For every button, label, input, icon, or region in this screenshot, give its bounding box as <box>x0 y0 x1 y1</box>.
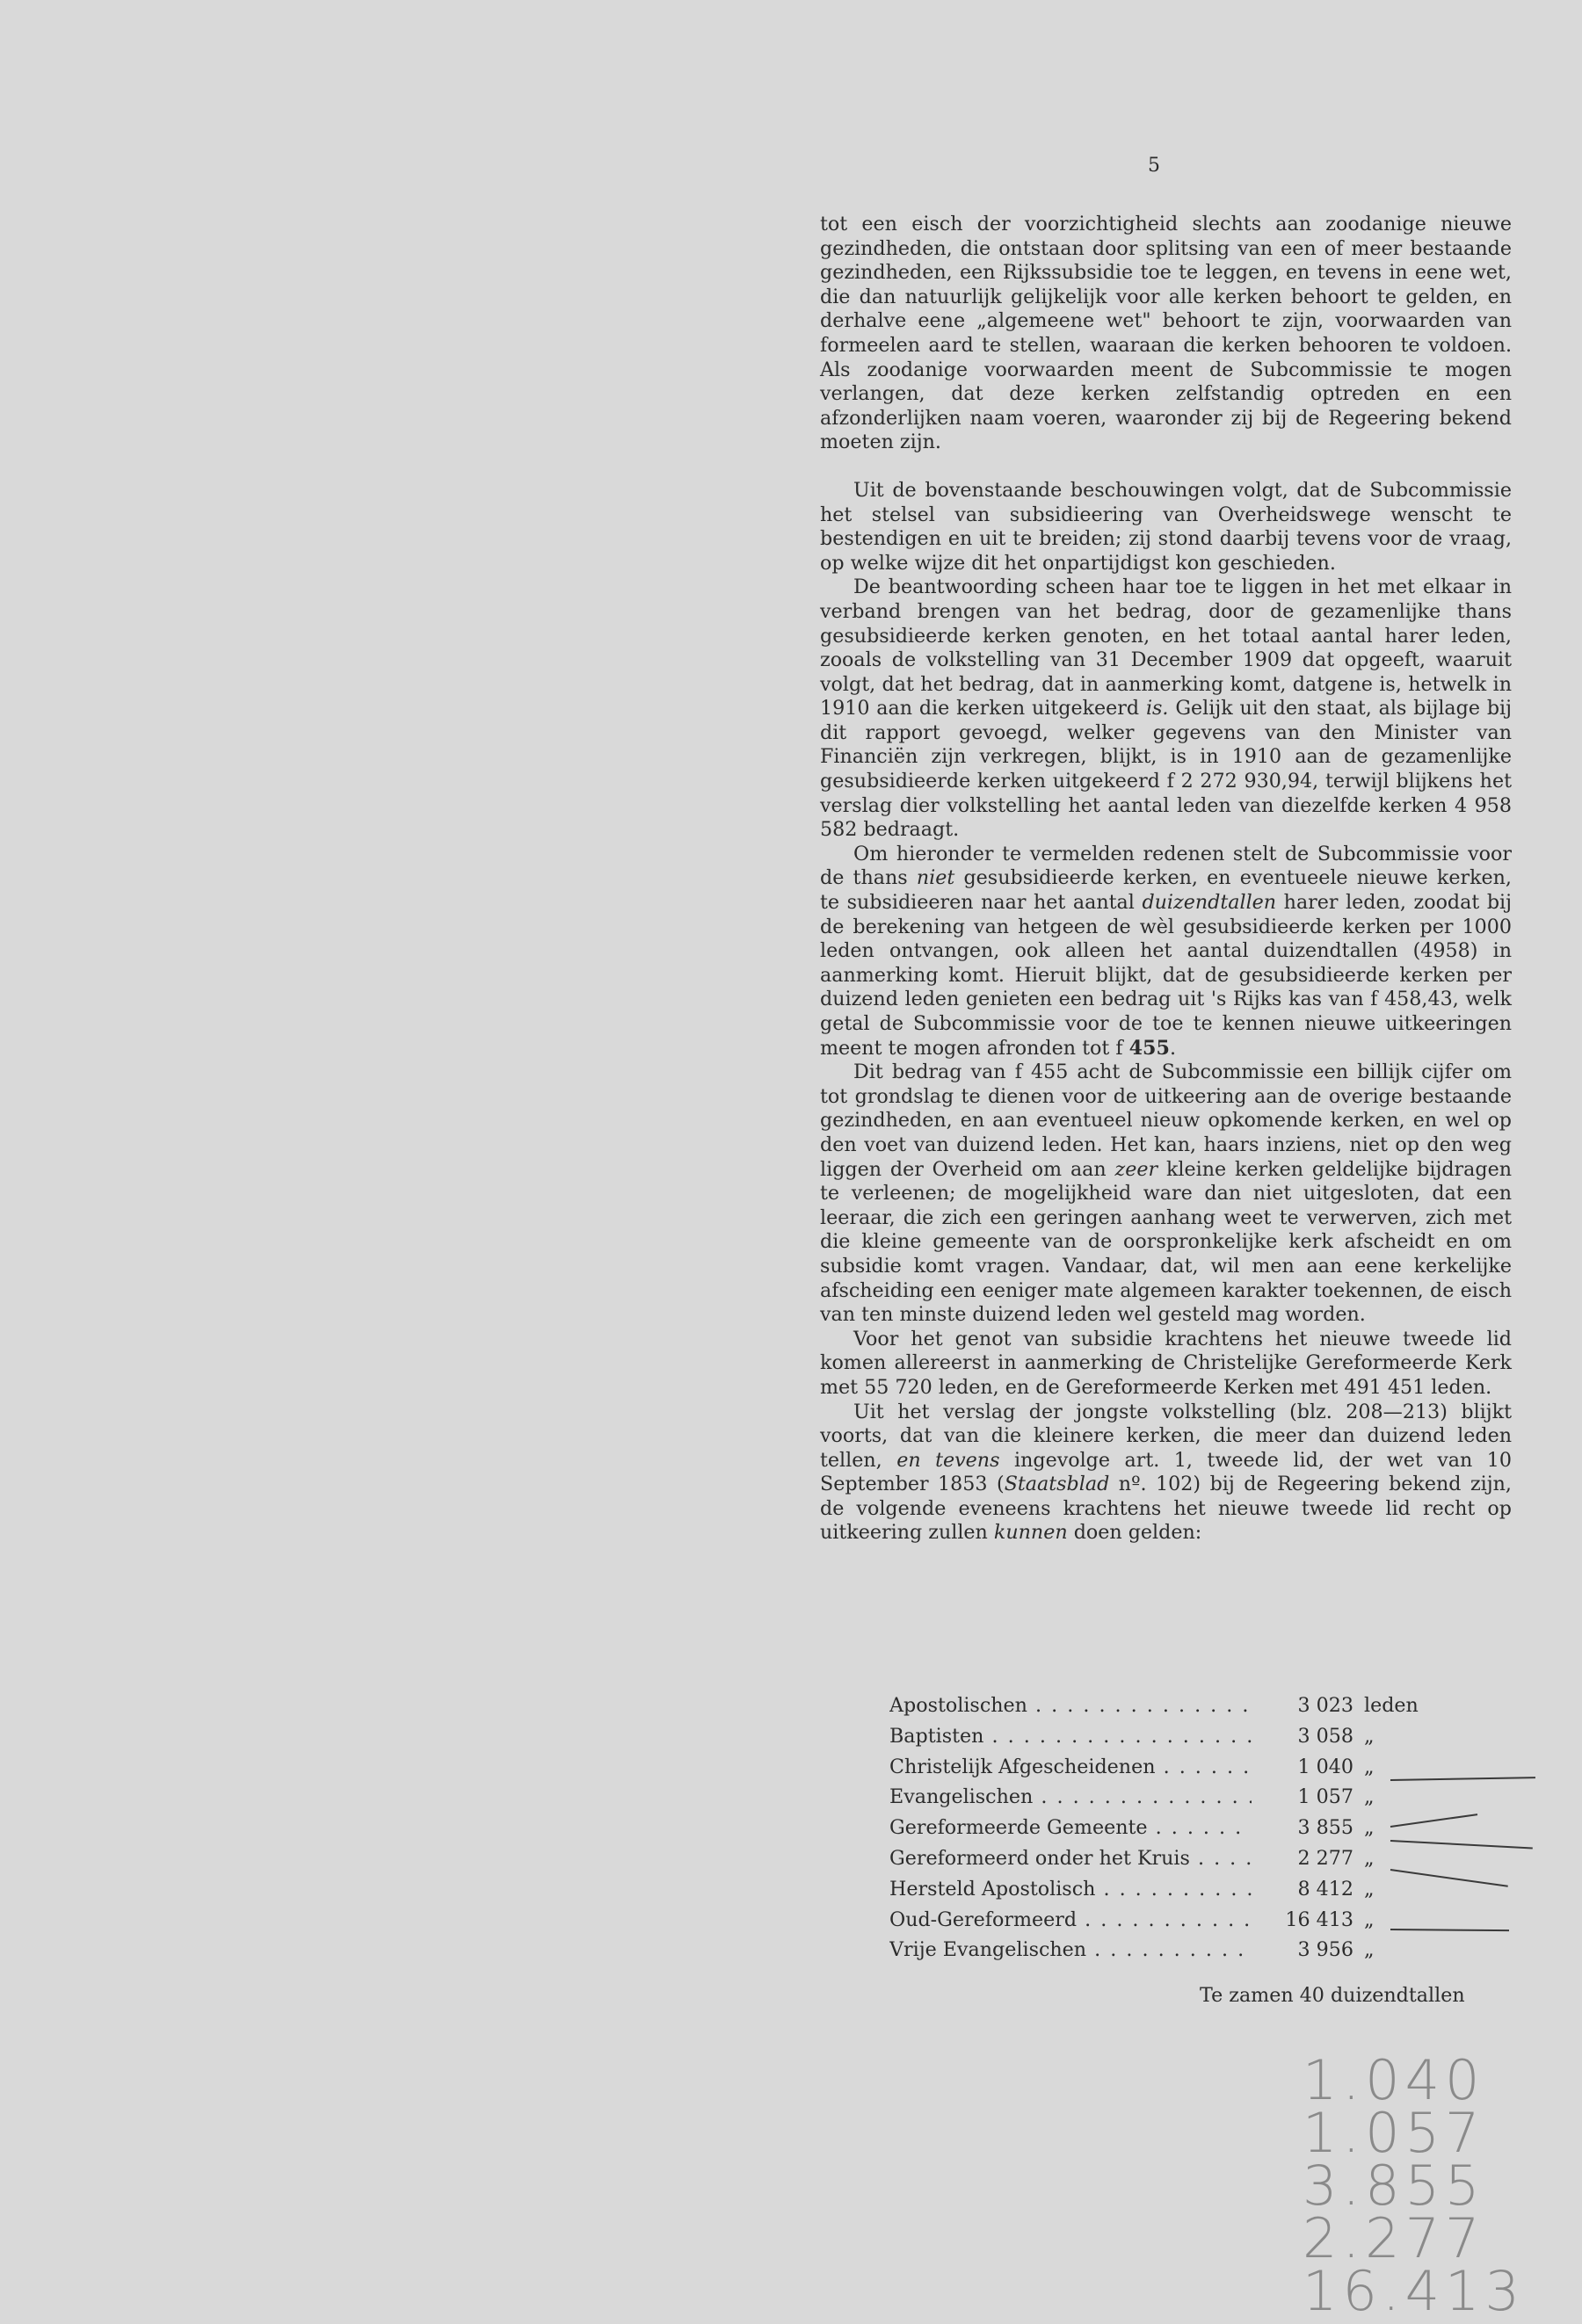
church-count: 2 277 <box>1297 1846 1353 1870</box>
church-row <box>889 1813 1421 1843</box>
church-name: Gereformeerd onder het Kruis . . . <box>889 1843 1252 1874</box>
church-row <box>889 1874 1421 1905</box>
church-count: 3 058 <box>1297 1724 1353 1748</box>
church-unit: „ <box>1364 1877 1375 1900</box>
church-unit: leden <box>1364 1694 1419 1717</box>
paragraph-4-italic-a: niet <box>916 866 955 890</box>
paragraph-7-italic-b: Staatsblad <box>1004 1473 1110 1496</box>
paragraph-7-part-d: doen gelden: <box>1067 1521 1202 1545</box>
church-name: Baptisten . . . <box>889 1721 1252 1752</box>
church-name: Evangelischen . . . <box>889 1782 1252 1813</box>
page-number: 5 <box>1148 155 1160 177</box>
church-row <box>889 1691 1421 1721</box>
church-name: Vrije Evangelischen . . . <box>889 1935 1252 1966</box>
total-line: Te zamen 40 duizendtallen <box>1200 1984 1465 2007</box>
church-row <box>889 1935 1421 1966</box>
paragraph-4-part-a: Om hieronder te vermelden redenen stelt de Subcommissie voor de thans <box>820 842 1512 890</box>
church-unit: „ <box>1364 1938 1375 1962</box>
paragraph-5 <box>820 1061 1512 1328</box>
paragraph-7 <box>820 1401 1512 1546</box>
paragraph-4-part-c: harer leden, zoodat bij de berekening van hetgeen de wèl gesubsidieerde kerken per 1000 leden ontvangen, ook alleen het aantal duizendtallen (4958) in aanmerking komt. Hieruit blijkt, dat de gesubsidieerde kerken per duizend leden genieten een bedrag uit 's Rijks kas van f 458,43, welk getal de Subcommissie voor de toe te kennen nieuwe uitkeeringen meent te mogen afronden tot f <box>820 891 1513 1060</box>
church-name: Apostolischen . . . <box>889 1691 1252 1721</box>
church-count: 3 023 <box>1297 1694 1353 1717</box>
handwritten-note: 1.040 <box>1303 2048 1485 2112</box>
church-unit: „ <box>1364 1785 1375 1809</box>
church-name: Christelijk Afgescheidenen . . . <box>889 1752 1252 1783</box>
paragraph-5-part-a: Dit bedrag van f 455 acht de Subcommissie een billijk cijfer om tot grondslag te dienen voor de uitkeering aan de overige bestaande gezindheden, en aan eventueel nieuw opkomende kerken, en wel op den voet van duizend leden. Het kan, haars inziens, niet op den weg liggen der Overheid om aan <box>820 1061 1512 1181</box>
paragraph-7-italic-c: kunnen <box>993 1521 1068 1545</box>
paragraph-7-italic-a: en tevens <box>896 1448 1000 1472</box>
church-unit: „ <box>1364 1846 1375 1870</box>
church-unit: „ <box>1364 1908 1375 1931</box>
paragraph-3-part-1: De beantwoording scheen haar toe te liggen in het met elkaar in verband brengen van het bedrag, door de gezamenlijke thans gesubsidieerde kerken genoten, en het totaal aantal harer leden, zooals de volkstelling van 31 December 1909 dat opgeeft, waaruit volgt, dat het bedrag, dat in aanmerking komt, datgene is, hetwelk in 1910 aan die kerken uitgekeerd <box>820 576 1512 720</box>
body-text <box>820 213 1512 1546</box>
church-count: 8 412 <box>1297 1877 1353 1900</box>
paragraph-6: Voor het genot van subsidie krachtens het nieuwe tweede lid komen allereerst in aanmerking de Christelijke Gereformeerde Kerk met 55 720 leden, en de Gereformeerde Kerken met 491 451 leden. <box>820 1327 1512 1399</box>
paragraph-1: tot een eisch der voorzichtigheid slechts aan zoodanige nieuwe gezindheden, die ontstaan door splitsing van een of meer bestaande gezindheden, een Rijkssubsidie toe te leggen, en tevens in eene wet, die dan natuurlijk gelijkelijk voor alle kerken behoort te gelden, en derhalve eene „algemeene wet" behoort te zijn, voorwaarden van formeelen aard te stellen, waaraan die kerken behooren te voldoen. Als zoodanige voorwaarden meent de Subcommissie te mogen verlangen, dat deze kerken zelfstandig optreden en een afzonderlijken naam voeren, waaronder zij bij de Regeering bekend moeten zijn. <box>820 213 1512 454</box>
church-count: 1 057 <box>1297 1785 1353 1809</box>
church-name: Oud-Gereformeerd . . . <box>889 1905 1252 1936</box>
paragraph-7-part-c: nº. 102) bij de Regeering bekend zijn, de volgende eveneens krachtens het nieuwe tweede lid recht op uitkeering zullen <box>820 1473 1512 1545</box>
church-row <box>889 1843 1421 1874</box>
paragraph-4-italic-b: duizendtallen <box>1142 891 1277 915</box>
paragraph-2: Uit de bovenstaande beschouwingen volgt, dat de Subcommissie het stelsel van subsidieering van Overheidswege wenscht te bestendigen en uit te breiden; zij stond daarbij tevens voor de vraag, op welke wijze dit het onpartijdigst kon geschieden. <box>820 478 1512 575</box>
paragraph-5-italic-a: zeer <box>1114 1157 1158 1181</box>
paragraph-5-part-b: kleine kerken geldelijke bijdragen te verleenen; de mogelijkheid ware dan niet uitgesloten, dat een leeraar, die zich een geringen aanhang weet te verwerven, zich met die kleine gemeente van de oorspronkelijke kerk afscheidt en om subsidie komt vragen. Vandaar, dat, wil men aan eene kerkelijke afscheiding een eeniger mate algemeen karakter toekennen, de eisch van ten minste duizend leden wel gesteld mag worden. <box>820 1157 1512 1327</box>
paragraph-4 <box>820 843 1512 1061</box>
handwritten-note: 1.057 <box>1303 2101 1485 2165</box>
church-count: 1 040 <box>1297 1755 1353 1778</box>
church-count: 3 956 <box>1297 1938 1353 1962</box>
church-row <box>889 1782 1421 1813</box>
handwritten-note: 3.855 <box>1303 2154 1485 2218</box>
church-row <box>889 1752 1421 1783</box>
handwritten-notes <box>1303 2048 1525 2323</box>
church-unit: „ <box>1364 1816 1375 1840</box>
paragraph-3-italic: is. <box>1145 697 1169 720</box>
church-name: Gereformeerde Gemeente . . . <box>889 1813 1252 1843</box>
church-row <box>889 1721 1421 1752</box>
paragraph-3 <box>820 576 1512 843</box>
paragraph-4-part-b: gesubsidieerde kerken, en eventueele nieuwe kerken, te subsidieeren naar het aantal <box>820 866 1512 915</box>
paragraph-4-part-d: . <box>1169 1036 1176 1060</box>
church-table <box>889 1691 1421 1966</box>
church-count: 3 855 <box>1297 1816 1353 1840</box>
paragraph-3-part-2: Gelijk uit den staat, als bijlage bij dit rapport gevoegd, welker gegevens van den Minister van Financiën zijn verkregen, blijkt, is in 1910 aan de gezamenlijke gesubsidieerde kerken uitgekeerd f 2 272 930,94, terwijl blijkens het verslag dier volkstelling het aantal leden van diezelfde kerken 4 958 582 bedraagt. <box>820 697 1512 842</box>
church-count: 16 413 <box>1285 1908 1353 1931</box>
church-name: Hersteld Apostolisch . . . <box>889 1874 1252 1905</box>
church-row <box>889 1905 1421 1936</box>
paragraph-7-part-a: Uit het verslag der jongste volkstelling (blz. 208—213) blijkt voorts, dat van die kleinere kerken, die meer dan duizend leden tellen, <box>820 1400 1512 1472</box>
paragraph-4-bold-amount: 455 <box>1128 1036 1170 1060</box>
handwritten-note: 2.277 <box>1303 2206 1485 2270</box>
church-unit: „ <box>1364 1755 1375 1778</box>
church-unit: „ <box>1364 1724 1375 1748</box>
paragraph-7-part-b: ingevolge art. 1, tweede lid, der wet van 10 September 1853 ( <box>820 1448 1513 1496</box>
handwritten-note: 16.413 <box>1303 2259 1525 2323</box>
